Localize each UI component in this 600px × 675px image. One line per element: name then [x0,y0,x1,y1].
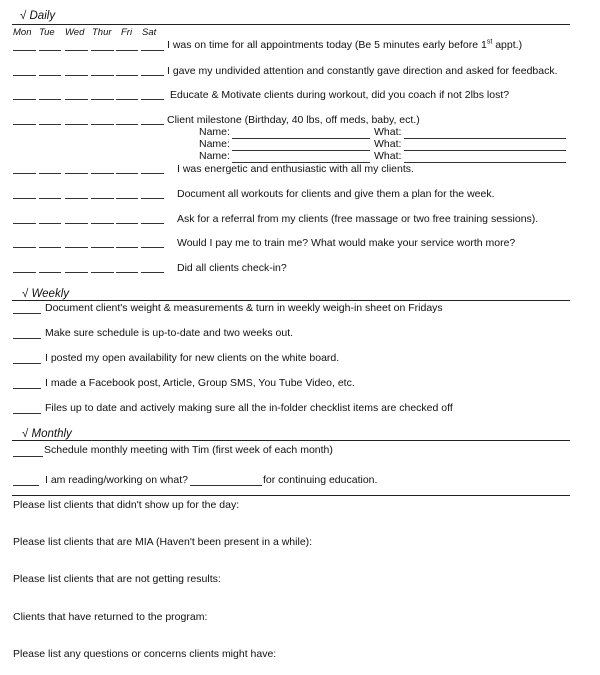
day-check-blank[interactable] [39,124,61,125]
name-label: Name: [199,150,230,162]
weekly-checkbox-blank[interactable] [13,413,41,414]
day-check-blank[interactable] [39,99,61,100]
monthly-checkbox-blank[interactable] [13,456,43,457]
day-check-blank[interactable] [65,124,88,125]
day-tue: Tue [39,27,55,38]
day-check-blank[interactable] [91,198,114,199]
question-concerns: Please list any questions or concerns clients might have: [13,648,277,660]
day-check-blank[interactable] [91,99,114,100]
name-label: Name: [199,126,230,138]
monthly-item-suffix: for continuing education. [263,474,378,486]
weekly-checkbox-blank[interactable] [13,313,41,314]
day-check-blank[interactable] [39,198,61,199]
day-check-blank[interactable] [141,173,164,174]
name-field[interactable] [232,138,370,139]
day-check-blank[interactable] [39,247,61,248]
day-check-blank[interactable] [13,247,36,248]
weekly-checkbox-blank[interactable] [13,388,41,389]
day-check-blank[interactable] [141,198,164,199]
day-mon: Mon [13,27,32,38]
monthly-divider [12,440,570,441]
weekly-checkbox-blank[interactable] [13,338,41,339]
day-check-blank[interactable] [65,50,88,51]
weekly-item: Make sure schedule is up-to-date and two weeks out. [45,327,294,339]
daily-section-title: √ Daily [20,10,56,22]
day-check-blank[interactable] [116,124,138,125]
day-sat: Sat [142,27,157,38]
question-mia: Please list clients that are MIA (Haven't been present in a while): [13,536,313,548]
day-check-blank[interactable] [13,272,36,273]
day-check-blank[interactable] [13,198,36,199]
day-check-blank[interactable] [39,173,61,174]
day-check-blank[interactable] [141,50,164,51]
day-check-blank[interactable] [116,50,138,51]
reading-field[interactable] [190,485,262,486]
weekly-section-title: √ Weekly [22,288,69,300]
monthly-item: Schedule monthly meeting with Tim (first week of each month) [44,444,333,456]
day-check-blank[interactable] [116,75,138,76]
day-check-blank[interactable] [91,223,114,224]
weekly-divider [12,300,570,301]
day-check-blank[interactable] [65,75,88,76]
day-check-blank[interactable] [141,75,164,76]
day-check-blank[interactable] [39,272,61,273]
day-check-blank[interactable] [13,223,36,224]
day-check-blank[interactable] [65,99,88,100]
day-check-blank[interactable] [39,75,61,76]
day-check-blank[interactable] [141,272,164,273]
weekly-checkbox-blank[interactable] [13,363,41,364]
day-fri: Fri [121,27,133,38]
daily-item: Educate & Motivate clients during workout, did you coach if not 2lbs lost? [170,89,510,101]
day-check-blank[interactable] [13,124,36,125]
day-check-blank[interactable] [91,272,114,273]
day-check-blank[interactable] [91,173,114,174]
day-check-blank[interactable] [141,223,164,224]
what-label: What: [374,138,402,150]
day-check-blank[interactable] [91,124,114,125]
daily-item: Document all workouts for clients and give them a plan for the week. [177,188,495,200]
day-check-blank[interactable] [65,223,88,224]
daily-item: Did all clients check-in? [177,262,287,274]
day-check-blank[interactable] [116,99,138,100]
what-field[interactable] [404,138,566,139]
name-field[interactable] [232,150,370,151]
day-check-blank[interactable] [39,50,61,51]
question-no-results: Please list clients that are not getting results: [13,573,221,585]
daily-divider [12,24,570,25]
name-label: Name: [199,138,230,150]
what-field[interactable] [404,150,566,151]
day-check-blank[interactable] [116,223,138,224]
day-check-blank[interactable] [91,50,114,51]
day-check-blank[interactable] [65,272,88,273]
day-check-blank[interactable] [141,247,164,248]
monthly-section-title: √ Monthly [22,428,72,440]
what-label: What: [374,150,402,162]
what-label: What: [374,126,402,138]
monthly-item: I am reading/working on what? [45,474,188,486]
day-check-blank[interactable] [91,75,114,76]
question-no-shows: Please list clients that didn't show up for the day: [13,499,240,511]
weekly-item: Files up to date and actively making sure all the in-folder checklist items are checked off [45,402,453,414]
monthly-checkbox-blank[interactable] [13,485,39,486]
questions-divider [12,495,570,496]
day-check-blank[interactable] [13,50,36,51]
daily-item: I gave my undivided attention and constantly gave direction and asked for feedback. [167,65,558,77]
day-check-blank[interactable] [39,223,61,224]
day-thur: Thur [92,27,112,38]
daily-item: I was energetic and enthusiastic with all my clients. [177,163,414,175]
day-check-blank[interactable] [141,124,164,125]
daily-item: Client milestone (Birthday, 40 lbs, off meds, baby, ect.) [167,114,420,126]
weekly-item: Document client's weight & measurements & turn in weekly weigh-in sheet on Fridays [45,302,443,314]
question-returned: Clients that have returned to the program: [13,611,208,623]
day-check-blank[interactable] [116,198,138,199]
day-check-blank[interactable] [13,173,36,174]
day-check-blank[interactable] [116,272,138,273]
day-check-blank[interactable] [65,198,88,199]
day-wed: Wed [65,27,85,38]
weekly-item: I made a Facebook post, Article, Group SMS, You Tube Video, etc. [45,377,355,389]
weekly-item: I posted my open availability for new clients on the white board. [45,352,340,364]
day-check-blank[interactable] [116,247,138,248]
day-check-blank[interactable] [116,173,138,174]
day-check-blank[interactable] [141,99,164,100]
what-field[interactable] [404,162,566,163]
daily-item: Would I pay me to train me? What would make your service worth more? [177,237,516,249]
daily-item: I was on time for all appointments today (Be 5 minutes early before 1st appt.) [167,38,523,51]
day-check-blank[interactable] [91,247,114,248]
daily-item: Ask for a referral from my clients (free massage or two free training sessions). [177,213,539,225]
day-check-blank[interactable] [65,173,88,174]
day-check-blank[interactable] [13,75,36,76]
day-check-blank[interactable] [65,247,88,248]
day-check-blank[interactable] [13,99,36,100]
